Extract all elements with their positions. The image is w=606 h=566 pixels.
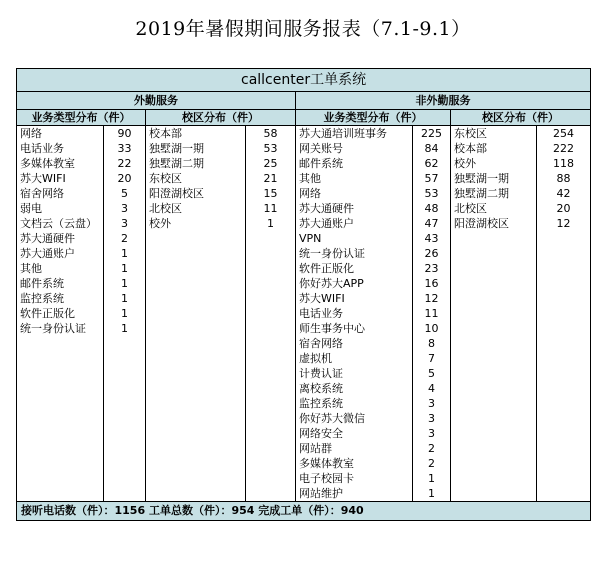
- non-field-campus-count: 88: [537, 171, 591, 186]
- field-type-name: 弱电: [17, 201, 104, 216]
- table-row: [17, 261, 591, 276]
- non-field-campus-name: [451, 336, 537, 351]
- field-campus-name: [146, 321, 246, 336]
- field-type-count: 1: [104, 246, 146, 261]
- non-field-campus-name: [451, 366, 537, 381]
- field-type-name: 邮件系统: [17, 276, 104, 291]
- field-campus-name: [146, 486, 246, 502]
- non-field-type-name: VPN: [296, 231, 413, 246]
- field-type-name: 苏大通硬件: [17, 231, 104, 246]
- table-row: [17, 126, 591, 142]
- field-campus-count: 58: [246, 126, 296, 142]
- non-field-type-count: 48: [413, 201, 451, 216]
- field-type-name: 统一身份认证: [17, 321, 104, 336]
- non-field-campus-count: [537, 291, 591, 306]
- field-type-name: 软件正版化: [17, 306, 104, 321]
- non-field-campus-name: 东校区: [451, 126, 537, 142]
- field-campus-count: 15: [246, 186, 296, 201]
- non-field-type-count: 53: [413, 186, 451, 201]
- field-campus-name: 阳澄湖校区: [146, 186, 246, 201]
- table-row: [17, 366, 591, 381]
- non-field-campus-count: 222: [537, 141, 591, 156]
- field-type-count: [104, 351, 146, 366]
- field-type-count: 3: [104, 201, 146, 216]
- field-type-count: [104, 471, 146, 486]
- non-field-type-name: 多媒体教室: [296, 456, 413, 471]
- field-type-name: [17, 441, 104, 456]
- field-campus-count: [246, 381, 296, 396]
- field-campus-count: [246, 426, 296, 441]
- non-field-campus-name: [451, 321, 537, 336]
- non-field-type-name: 苏大通账户: [296, 216, 413, 231]
- non-field-type-name: 你好苏大APP: [296, 276, 413, 291]
- field-campus-name: [146, 306, 246, 321]
- field-type-name: 电话业务: [17, 141, 104, 156]
- field-campus-count: [246, 231, 296, 246]
- field-type-count: 33: [104, 141, 146, 156]
- field-campus-name: [146, 291, 246, 306]
- non-field-campus-name: [451, 486, 537, 502]
- non-field-campus-count: [537, 456, 591, 471]
- non-field-campus-name: [451, 456, 537, 471]
- non-field-campus-name: [451, 396, 537, 411]
- non-field-type-count: 57: [413, 171, 451, 186]
- table-row: [17, 486, 591, 502]
- field-campus-count: [246, 396, 296, 411]
- field-type-name: [17, 366, 104, 381]
- field-type-count: [104, 366, 146, 381]
- field-type-count: 1: [104, 321, 146, 336]
- non-field-campus-header: 校区分布（件）: [451, 110, 591, 126]
- non-field-type-name: 网络安全: [296, 426, 413, 441]
- non-field-type-count: 3: [413, 396, 451, 411]
- non-field-type-count: 26: [413, 246, 451, 261]
- table-row: [17, 441, 591, 456]
- non-field-campus-name: [451, 471, 537, 486]
- non-field-type-name: 网络: [296, 186, 413, 201]
- table-row: [17, 351, 591, 366]
- field-type-name: 多媒体教室: [17, 156, 104, 171]
- field-campus-name: 校本部: [146, 126, 246, 142]
- field-campus-count: [246, 321, 296, 336]
- field-type-name: 其他: [17, 261, 104, 276]
- non-field-type-count: 11: [413, 306, 451, 321]
- field-campus-count: [246, 486, 296, 502]
- field-campus-count: [246, 336, 296, 351]
- non-field-campus-count: 20: [537, 201, 591, 216]
- non-field-type-count: 2: [413, 456, 451, 471]
- field-campus-name: [146, 396, 246, 411]
- field-type-name: [17, 411, 104, 426]
- non-field-campus-count: [537, 381, 591, 396]
- field-type-count: 1: [104, 291, 146, 306]
- non-field-type-count: 10: [413, 321, 451, 336]
- field-type-name: [17, 336, 104, 351]
- non-field-campus-count: [537, 396, 591, 411]
- table-row: [17, 381, 591, 396]
- non-field-type-count: 16: [413, 276, 451, 291]
- field-campus-count: 25: [246, 156, 296, 171]
- non-field-type-count: 1: [413, 486, 451, 502]
- non-field-type-name: 苏大通培训班事务: [296, 126, 413, 142]
- non-field-type-count: 1: [413, 471, 451, 486]
- non-field-campus-name: [451, 306, 537, 321]
- non-field-campus-name: 独墅湖二期: [451, 186, 537, 201]
- non-field-type-name: 虚拟机: [296, 351, 413, 366]
- non-field-type-name: 苏大通硬件: [296, 201, 413, 216]
- table-row: [17, 306, 591, 321]
- field-campus-name: 校外: [146, 216, 246, 231]
- non-field-campus-count: [537, 411, 591, 426]
- field-campus-count: 53: [246, 141, 296, 156]
- field-campus-count: [246, 456, 296, 471]
- table-row: [17, 216, 591, 231]
- non-field-campus-count: [537, 441, 591, 456]
- non-field-type-count: 5: [413, 366, 451, 381]
- field-campus-name: [146, 366, 246, 381]
- field-campus-count: [246, 441, 296, 456]
- non-field-campus-count: [537, 246, 591, 261]
- non-field-type-name: 统一身份认证: [296, 246, 413, 261]
- non-field-campus-count: [537, 351, 591, 366]
- field-campus-name: [146, 231, 246, 246]
- field-type-name: [17, 426, 104, 441]
- table-row: [17, 456, 591, 471]
- field-type-count: [104, 426, 146, 441]
- non-field-campus-count: [537, 336, 591, 351]
- field-type-count: [104, 441, 146, 456]
- table-row: [17, 396, 591, 411]
- field-type-count: 1: [104, 261, 146, 276]
- field-type-count: 20: [104, 171, 146, 186]
- field-type-count: 90: [104, 126, 146, 142]
- field-campus-name: [146, 456, 246, 471]
- field-campus-name: [146, 441, 246, 456]
- non-field-type-count: 4: [413, 381, 451, 396]
- field-campus-count: [246, 261, 296, 276]
- field-type-name: [17, 351, 104, 366]
- non-field-type-count: 43: [413, 231, 451, 246]
- field-campus-name: [146, 246, 246, 261]
- field-campus-count: 1: [246, 216, 296, 231]
- non-field-campus-count: [537, 261, 591, 276]
- table-row: [17, 321, 591, 336]
- non-field-campus-name: [451, 351, 537, 366]
- non-field-campus-name: [451, 246, 537, 261]
- non-field-type-header: 业务类型分布（件）: [296, 110, 451, 126]
- table-row: [17, 471, 591, 486]
- non-field-type-count: 7: [413, 351, 451, 366]
- field-type-name: [17, 456, 104, 471]
- non-field-campus-name: 校外: [451, 156, 537, 171]
- field-campus-count: 11: [246, 201, 296, 216]
- field-campus-name: 北校区: [146, 201, 246, 216]
- field-campus-count: [246, 291, 296, 306]
- field-type-name: [17, 471, 104, 486]
- field-campus-name: [146, 471, 246, 486]
- summary-footer: 接听电话数（件）：1156 工单总数（件）：954 完成工单（件）：940: [17, 502, 591, 521]
- field-campus-name: 独墅湖二期: [146, 156, 246, 171]
- non-field-campus-name: 阳澄湖校区: [451, 216, 537, 231]
- field-campus-count: [246, 471, 296, 486]
- field-type-count: [104, 381, 146, 396]
- non-field-type-count: 2: [413, 441, 451, 456]
- non-field-campus-count: 42: [537, 186, 591, 201]
- non-field-type-name: 网站群: [296, 441, 413, 456]
- non-field-type-name: 软件正版化: [296, 261, 413, 276]
- non-field-campus-name: [451, 411, 537, 426]
- non-field-campus-count: [537, 471, 591, 486]
- non-field-type-count: 12: [413, 291, 451, 306]
- field-type-name: 文档云（云盘）: [17, 216, 104, 231]
- non-field-campus-count: [537, 321, 591, 336]
- field-type-count: [104, 396, 146, 411]
- non-field-type-name: 网站维护: [296, 486, 413, 502]
- field-type-count: [104, 456, 146, 471]
- non-field-campus-name: 校本部: [451, 141, 537, 156]
- non-field-type-count: 23: [413, 261, 451, 276]
- field-campus-name: 东校区: [146, 171, 246, 186]
- table-row: [17, 336, 591, 351]
- non-field-type-count: 225: [413, 126, 451, 142]
- field-campus-name: [146, 276, 246, 291]
- table-row: [17, 201, 591, 216]
- table-row: [17, 291, 591, 306]
- non-field-type-name: 你好苏大微信: [296, 411, 413, 426]
- non-field-type-name: 其他: [296, 171, 413, 186]
- table-row: [17, 426, 591, 441]
- non-field-service-header: 非外勤服务: [296, 92, 591, 110]
- non-field-campus-count: 12: [537, 216, 591, 231]
- system-title: callcenter工单系统: [17, 69, 591, 92]
- field-type-count: 2: [104, 231, 146, 246]
- non-field-type-count: 3: [413, 411, 451, 426]
- non-field-type-name: 离校系统: [296, 381, 413, 396]
- non-field-campus-name: [451, 261, 537, 276]
- non-field-campus-count: [537, 306, 591, 321]
- field-service-header: 外勤服务: [17, 92, 296, 110]
- non-field-type-name: 计费认证: [296, 366, 413, 381]
- field-type-name: 苏大通账户: [17, 246, 104, 261]
- non-field-type-count: 8: [413, 336, 451, 351]
- non-field-type-name: 师生事务中心: [296, 321, 413, 336]
- field-type-count: 22: [104, 156, 146, 171]
- field-type-name: [17, 486, 104, 502]
- non-field-type-name: 宿舍网络: [296, 336, 413, 351]
- table-row: [17, 171, 591, 186]
- non-field-campus-count: [537, 426, 591, 441]
- non-field-campus-name: [451, 276, 537, 291]
- non-field-campus-name: 北校区: [451, 201, 537, 216]
- field-type-count: 1: [104, 276, 146, 291]
- field-campus-name: [146, 411, 246, 426]
- table-row: [17, 411, 591, 426]
- table-row: [17, 276, 591, 291]
- field-type-name: [17, 381, 104, 396]
- non-field-campus-name: [451, 381, 537, 396]
- non-field-campus-count: [537, 366, 591, 381]
- field-campus-name: [146, 426, 246, 441]
- table-row: [17, 141, 591, 156]
- non-field-campus-count: [537, 486, 591, 502]
- non-field-campus-count: [537, 276, 591, 291]
- field-campus-count: [246, 276, 296, 291]
- non-field-campus-name: [451, 291, 537, 306]
- non-field-type-name: 电话业务: [296, 306, 413, 321]
- table-row: [17, 156, 591, 171]
- non-field-type-count: 84: [413, 141, 451, 156]
- field-campus-count: [246, 366, 296, 381]
- non-field-campus-count: 118: [537, 156, 591, 171]
- report-title: 2019年暑假期间服务报表（7.1-9.1）: [135, 18, 471, 40]
- field-campus-name: [146, 336, 246, 351]
- field-campus-count: 21: [246, 171, 296, 186]
- non-field-type-name: 网关账号: [296, 141, 413, 156]
- field-type-count: 5: [104, 186, 146, 201]
- field-type-count: [104, 486, 146, 502]
- non-field-type-name: 苏大WIFI: [296, 291, 413, 306]
- non-field-type-count: 47: [413, 216, 451, 231]
- field-campus-name: [146, 381, 246, 396]
- non-field-campus-count: [537, 231, 591, 246]
- field-type-name: 宿舍网络: [17, 186, 104, 201]
- field-type-count: [104, 411, 146, 426]
- non-field-type-count: 3: [413, 426, 451, 441]
- field-type-count: [104, 336, 146, 351]
- non-field-type-name: 电子校园卡: [296, 471, 413, 486]
- field-campus-name: [146, 261, 246, 276]
- field-type-name: 监控系统: [17, 291, 104, 306]
- field-type-count: 1: [104, 306, 146, 321]
- field-campus-name: [146, 351, 246, 366]
- report-table: [16, 68, 591, 521]
- field-type-count: 3: [104, 216, 146, 231]
- field-campus-header: 校区分布（件）: [146, 110, 296, 126]
- non-field-type-name: 监控系统: [296, 396, 413, 411]
- field-campus-count: [246, 351, 296, 366]
- field-type-name: [17, 396, 104, 411]
- field-campus-count: [246, 246, 296, 261]
- field-type-name: 网络: [17, 126, 104, 142]
- non-field-campus-name: [451, 426, 537, 441]
- non-field-campus-name: [451, 441, 537, 456]
- field-campus-count: [246, 411, 296, 426]
- table-row: [17, 246, 591, 261]
- table-row: [17, 186, 591, 201]
- non-field-campus-name: [451, 231, 537, 246]
- non-field-campus-count: 254: [537, 126, 591, 142]
- non-field-type-name: 邮件系统: [296, 156, 413, 171]
- table-row: [17, 231, 591, 246]
- non-field-campus-name: 独墅湖一期: [451, 171, 537, 186]
- field-campus-name: 独墅湖一期: [146, 141, 246, 156]
- non-field-type-count: 62: [413, 156, 451, 171]
- field-campus-count: [246, 306, 296, 321]
- field-type-header: 业务类型分布（件）: [17, 110, 146, 126]
- field-type-name: 苏大WIFI: [17, 171, 104, 186]
